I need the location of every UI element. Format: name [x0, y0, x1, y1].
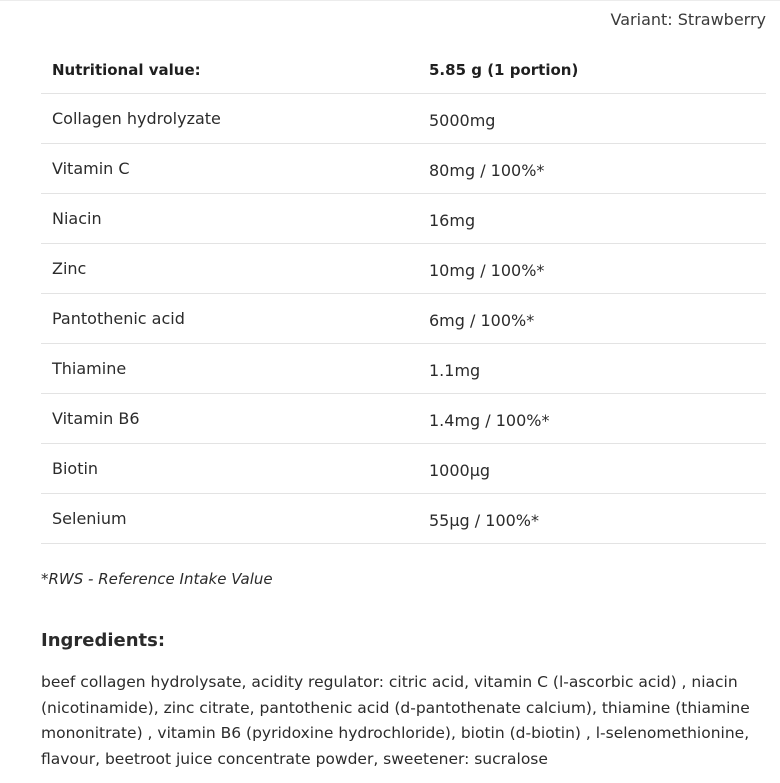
nutrition-table [41, 47, 766, 544]
nutrient-name: Vitamin B6 [52, 409, 140, 428]
reference-intake-footnote: *RWS - Reference Intake Value [41, 570, 273, 588]
table-row [41, 394, 766, 444]
nutrient-value: 6mg / 100%* [429, 311, 535, 330]
ingredients-text: beef collagen hydrolysate, acidity regulator: citric acid, vitamin C (l-ascorbic acid) , niacin (nicotinamide), zinc citrate, pantothenic acid (d-pantothenate calcium), thiamine (thiamine mononitrate) , vitamin B6 (pyridoxine hydrochloride), biotin (d-biotin) , l-selenomethionine, flavour, beetroot juice concentrate powder, sweetener: sucralose [41, 673, 750, 768]
nutrient-value: 5000mg [429, 111, 496, 130]
table-row [41, 94, 766, 144]
ingredients-heading: Ingredients: [41, 630, 166, 651]
header-label: Nutritional value: [52, 61, 201, 79]
nutrient-name: Thiamine [52, 359, 127, 378]
nutrient-value: 1.4mg / 100%* [429, 411, 550, 430]
nutrition-table-header [41, 47, 766, 94]
nutrient-value: 16mg [429, 211, 476, 230]
nutrient-name: Collagen hydrolyzate [52, 109, 221, 128]
nutrient-name: Pantothenic acid [52, 309, 185, 328]
table-row [41, 244, 766, 294]
header-value: 5.85 g (1 portion) [429, 61, 579, 79]
nutrient-value: 10mg / 100%* [429, 261, 545, 280]
nutrient-value: 55μg / 100%* [429, 511, 539, 530]
table-row [41, 444, 766, 494]
nutrient-name: Vitamin C [52, 159, 130, 178]
table-row [41, 194, 766, 244]
nutrient-value: 1000μg [429, 461, 491, 480]
table-row [41, 144, 766, 194]
nutrient-name: Niacin [52, 209, 102, 228]
table-row [41, 294, 766, 344]
nutrient-name: Selenium [52, 509, 127, 528]
variant-label: Variant: Strawberry [610, 10, 766, 29]
table-row [41, 344, 766, 394]
nutrient-value: 1.1mg [429, 361, 481, 380]
nutrient-name: Biotin [52, 459, 99, 478]
nutrient-value: 80mg / 100%* [429, 161, 545, 180]
top-divider [0, 0, 780, 1]
table-row [41, 494, 766, 544]
nutrient-name: Zinc [52, 259, 87, 278]
